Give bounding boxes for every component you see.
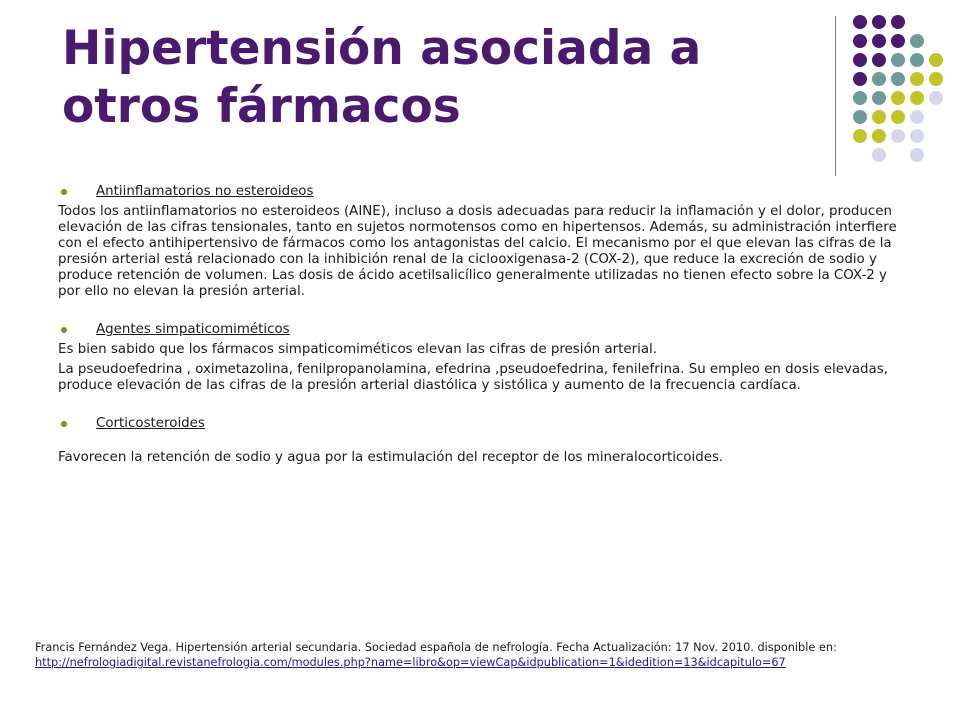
section-paragraph: Todos los antiinflamatorios no esteroideos (AINE), incluso a dosis adecuadas para reducir la inflamación y el dolor, producen elevación de las cifras tensionales, tanto en sujetos normotensos como en hipertensos. Además, su administración interfiere con el efecto antihipertensivo de fármacos como los antagonistas del calcio. El mecanismo por el que elevan las cifras de la presión arterial está relacionado con la inhibición renal de la ciclooxigenasa-2 (COX-2), que reduce la excreción de sodio y produce retención de volumen. Las dosis de ácido acetilsalicílico generalmente utilizadas no tienen efecto sobre la COX-2 y por ello no elevan la presión arterial. [58,204,897,299]
decor-dot [910,53,924,67]
decor-dot [910,110,924,124]
decor-dot [853,72,867,86]
decor-dot [872,34,886,48]
decor-dot [910,72,924,86]
decor-dot [853,15,867,29]
bullet-icon [61,189,67,195]
section-paragraph: Es bien sabido que los fármacos simpaticomiméticos elevan las cifras de presión arterial. [58,342,658,357]
decor-dot [891,15,905,29]
decor-dot [929,91,943,105]
divider-line [835,16,836,176]
decor-dot [891,53,905,67]
bullet-aine [58,184,904,200]
section-paragraph: Favorecen la retención de sodio y agua por la estimulación del receptor de los mineralocorticoides. [58,450,724,465]
decor-dot [872,148,886,162]
decor-dot [853,53,867,67]
slide-body [58,184,904,470]
decor-dot [910,34,924,48]
reference-footer [35,640,895,670]
decor-dot [910,129,924,143]
decor-dot [872,72,886,86]
slide-title: Hipertensión asociada a otros fármacos [62,21,702,134]
decor-dot [853,34,867,48]
decor-dot [872,53,886,67]
decor-dot [872,15,886,29]
section-heading: Agentes simpaticomiméticos [96,322,290,337]
decor-dot [891,72,905,86]
decor-dot [853,91,867,105]
bullet-simpaticomimeticos [58,322,904,338]
decor-dot [891,129,905,143]
bullet-icon [61,327,67,333]
bullet-icon [61,421,67,427]
decor-dot [872,129,886,143]
decor-dot [872,91,886,105]
section-paragraph: La pseudoefedrina , oximetazolina, fenilpropanolamina, efedrina ,pseudoefedrina, fenilefrina. Su empleo en dosis elevadas, produce elevación de las cifras de la presión arterial diastólica y sistólica y aumento de la frecuencia cardíaca. [58,362,888,393]
section-heading: Corticosteroides [96,416,205,431]
reference-text: Francis Fernández Vega. Hipertensión arterial secundaria. Sociedad española de nefrología. Fecha Actualización: 17 Nov. 2010. disponible en: [35,641,837,654]
section-heading: Antiinflamatorios no esteroideos [96,184,314,199]
decor-dot [929,53,943,67]
decor-dot [910,148,924,162]
bullet-corticosteroides [58,416,904,432]
decor-dot [891,34,905,48]
decor-dot [872,110,886,124]
decor-dot [891,110,905,124]
decor-dot [891,91,905,105]
decor-dot [853,129,867,143]
decor-dot [929,72,943,86]
decor-dot [910,91,924,105]
decor-dot [853,110,867,124]
reference-link[interactable]: http://nefrologiadigital.revistanefrologia.com/modules.php?name=libro&op=viewCap&idpublication=1&idedition=13&idcapitulo=67 [35,656,786,669]
